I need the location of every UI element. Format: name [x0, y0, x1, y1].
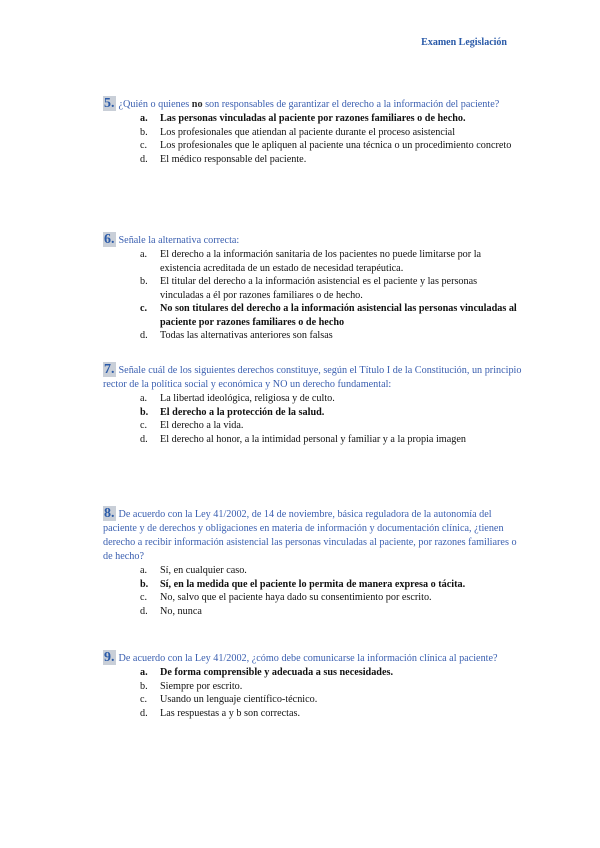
option-c: c. El derecho a la vida.	[140, 420, 244, 431]
option-d: d. El derecho al honor, a la intimidad personal y familiar y a la propia imagen	[140, 433, 466, 445]
question-number: 6.	[104, 232, 115, 247]
options-list	[103, 564, 523, 618]
question-text: 7. Señale cuál de los siguientes derechos constituye, según el Título I de la Constitución, un principio rector de la política social y económica y NO un derecho fundamental:	[103, 362, 522, 390]
question-text: 8. De acuerdo con la Ley 41/2002, de 14 de noviembre, básica reguladora de la autonomía del paciente y de derechos y obligaciones en materia de información y documentación clínica, ¿tienen derecho a recibir información asistencial las personas vinculadas al paciente, por razones familiares o de hecho?	[103, 506, 517, 562]
option-b: b. El titular del derecho a la información asistencial es el paciente y las personas vinculadas a él por razones familiares o de hecho.	[140, 276, 478, 301]
question-6	[103, 233, 523, 343]
question-number: 7.	[104, 362, 115, 377]
option-d: d. Las respuestas a y b son correctas.	[140, 707, 301, 719]
option-c: c. Los profesionales que le apliquen al paciente una técnica o un procedimiento concreto	[140, 140, 512, 151]
options-list	[103, 392, 523, 446]
options-list	[103, 666, 523, 720]
page-header: Examen Legislación	[421, 37, 507, 48]
question-number: 8.	[104, 506, 115, 521]
question-number: 9.	[104, 650, 115, 665]
option-b: b. Siempre por escrito.	[140, 680, 243, 692]
question-9	[103, 651, 523, 720]
option-a: a. La libertad ideológica, religiosa y de culto.	[140, 393, 335, 404]
question-8	[103, 507, 523, 618]
question-7	[103, 363, 523, 446]
option-d: d. No, nunca	[140, 605, 202, 617]
question-text: 5. ¿Quién o quienes no son responsables de garantizar el derecho a la información del paciente?	[104, 96, 500, 111]
question-5	[103, 97, 523, 166]
option-c: c. No, salvo que el paciente haya dado su consentimiento por escrito.	[140, 592, 432, 603]
option-a: a. El derecho a la información sanitaria de los pacientes no puede limitarse por la existencia acreditada de un estado de necesidad terapéutica.	[140, 249, 482, 274]
options-list	[103, 112, 523, 166]
option-b: b. Los profesionales que atiendan al paciente durante el proceso asistencial	[140, 126, 456, 138]
option-d: d. El médico responsable del paciente.	[140, 153, 307, 165]
option-c: c. Usando un lenguaje científico-técnico.	[140, 694, 318, 705]
options-list	[103, 248, 523, 343]
option-b: b. El derecho a la protección de la salud.	[140, 406, 325, 418]
option-d: d. Todas las alternativas anteriores son falsas	[140, 330, 333, 341]
option-b: b. Sí, en la medida que el paciente lo permita de manera expresa o tácita.	[140, 578, 466, 590]
option-a: a. Sí, en cualquier caso.	[140, 565, 247, 576]
question-text: 9. De acuerdo con la Ley 41/2002, ¿cómo debe comunicarse la información clínica al paciente?	[104, 650, 498, 665]
question-text: 6. Señale la alternativa correcta:	[104, 232, 240, 247]
option-c: c. No son titulares del derecho a la información asistencial las personas vinculadas al paciente por razones familiares o de hecho	[140, 303, 517, 328]
option-a: a. De forma comprensible y adecuada a sus necesidades.	[140, 667, 393, 678]
question-number: 5.	[104, 96, 115, 111]
option-a: a. Las personas vinculadas al paciente por razones familiares o de hecho.	[140, 113, 466, 124]
